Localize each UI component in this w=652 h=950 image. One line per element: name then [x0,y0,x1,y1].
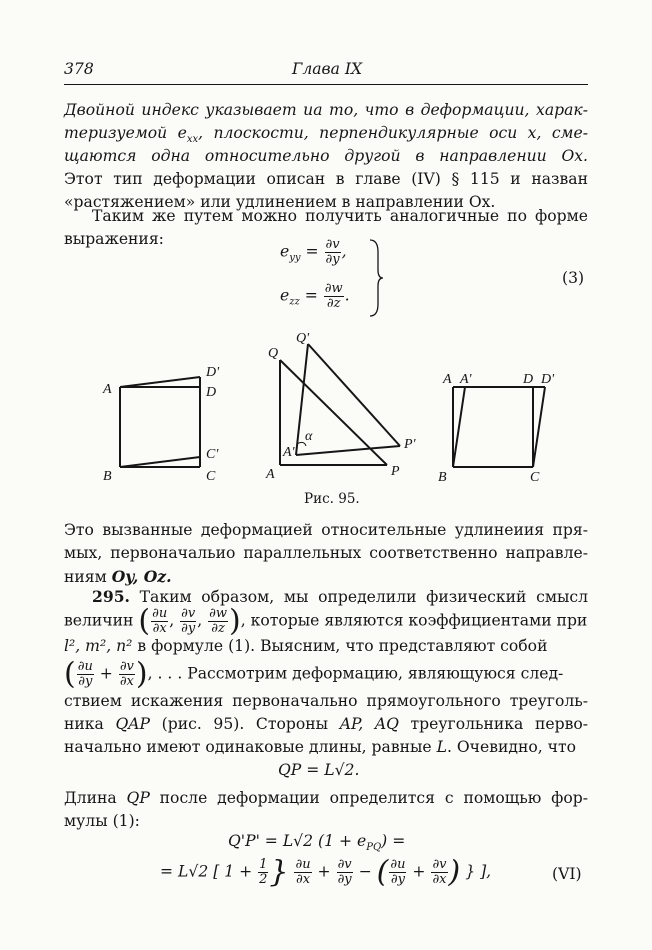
eq-vi-line1: Q'P' = L√2 $(1 + e_{PQ})$ = [228,832,406,854]
label-left-D: D [206,385,217,400]
sec295-line7: начально имеют одинаковые длины, равные L. Очевидно, что [64,738,576,756]
label-left-A: A [103,382,112,397]
label-left-D-prime: D' [206,365,220,380]
fig-right [453,387,545,467]
eq-qp: QP = L√2. [278,761,360,779]
para2-line1: Таким же путем можно получить аналогичные по форме [92,207,588,225]
para3-line2: мых, первоначальио параллельных соответственно направле- [64,544,588,562]
para4-line1: Длина QP после деформации определится с помощью фор- [64,789,589,807]
label-left-B: B [103,469,112,484]
sec295-line4: ( $\frac{\partial u}{\partial y}$ + $\frac{\partial v}{\partial x}$ ), . . . Рассмотрим деформацию, являющуюся след- [64,656,564,692]
label-right-D-prime: D' [541,372,555,387]
label-mid-A: A [266,467,275,482]
label-right-D: D [523,372,534,387]
sec295-line5: ствием искажения первоначально прямоугольного треуголь- [64,692,588,710]
eq3-brace [366,238,386,318]
fig-middle [280,344,400,465]
label-mid-Q: Q [268,346,279,361]
label-mid-A-prime: A' [283,445,295,460]
label-mid-alpha: α [305,429,313,444]
eq-vi-line2: = L√2 [ 1 + $\frac{1}{2}$ } $\frac{\partial u}{\partial x}$ + $\frac{\partial v}{\partial y}$ − ( $\frac{\partial u}{\partial y}$ + $\frac{\partial v}{\partial x}$ ) } ], [160,854,492,890]
para1-line1: Двойной индекс указывает иа то, что в деформации, харак- [64,101,588,119]
sec295-line2: величин ( $\frac{\partial u}{\partial x}$ , $\frac{\partial v}{\partial y}$ , $\frac{\partial w}{\partial z}$ ), которые являются коэффициентами при [64,603,588,639]
para1-line5: «растяжением» или удлинением в направлении Ox. [64,193,496,211]
eq-ezz: $e_{zz}$ = $\frac{\partial w}{\partial z}$ . [280,281,350,311]
page-number: 378 [64,60,94,78]
chapter-title: Глава IX [292,60,363,78]
eq3-number: (3) [562,269,585,287]
label-left-C: C [206,469,216,484]
label-mid-Q-prime: Q' [296,331,310,346]
sec295-line1: 295. Таким образом, мы определили физический смысл [92,587,588,606]
label-mid-P: P [391,464,400,479]
label-right-A-prime: A' [460,372,472,387]
fig-left [120,377,200,467]
para2-line2: выражения: [64,230,164,248]
sec295-line6: ника QAP (рис. 95). Стороны AP, AQ треугольника перво- [64,715,589,733]
label-left-C-prime: C' [206,447,219,462]
label-mid-P-prime: P' [404,437,416,452]
para3-line3: ниям Oy, Oz. [64,567,172,586]
eq-eyy: $e_{yy}$ = $\frac{\partial v}{\partial y}$ , [280,237,347,267]
figure-caption: Рис. 95. [304,491,360,507]
para3-line1: Это вызванные деформацией относительные удлинеиия пря- [64,521,588,539]
sec295-line3: l², m², n² в формуле (1). Выясним, что представляют собой [64,637,548,655]
label-right-C: C [530,470,540,485]
figure-95 [0,325,652,485]
para1-line2: теризуемой $e_{xx}$, плоскости, перпендикулярные оси x, сме- [64,124,588,146]
header-rule [64,84,588,85]
para1-line3: щаются одна относительно другой в направлении Ox. [64,147,588,165]
para1-line4: Этот тип деформации описан в главе (IV) § 115 и назван [64,170,588,188]
label-right-B: B [438,470,447,485]
eq-vi-number: (VI) [552,865,582,883]
label-right-A: A [443,372,452,387]
para4-line2: мулы (1): [64,812,140,830]
